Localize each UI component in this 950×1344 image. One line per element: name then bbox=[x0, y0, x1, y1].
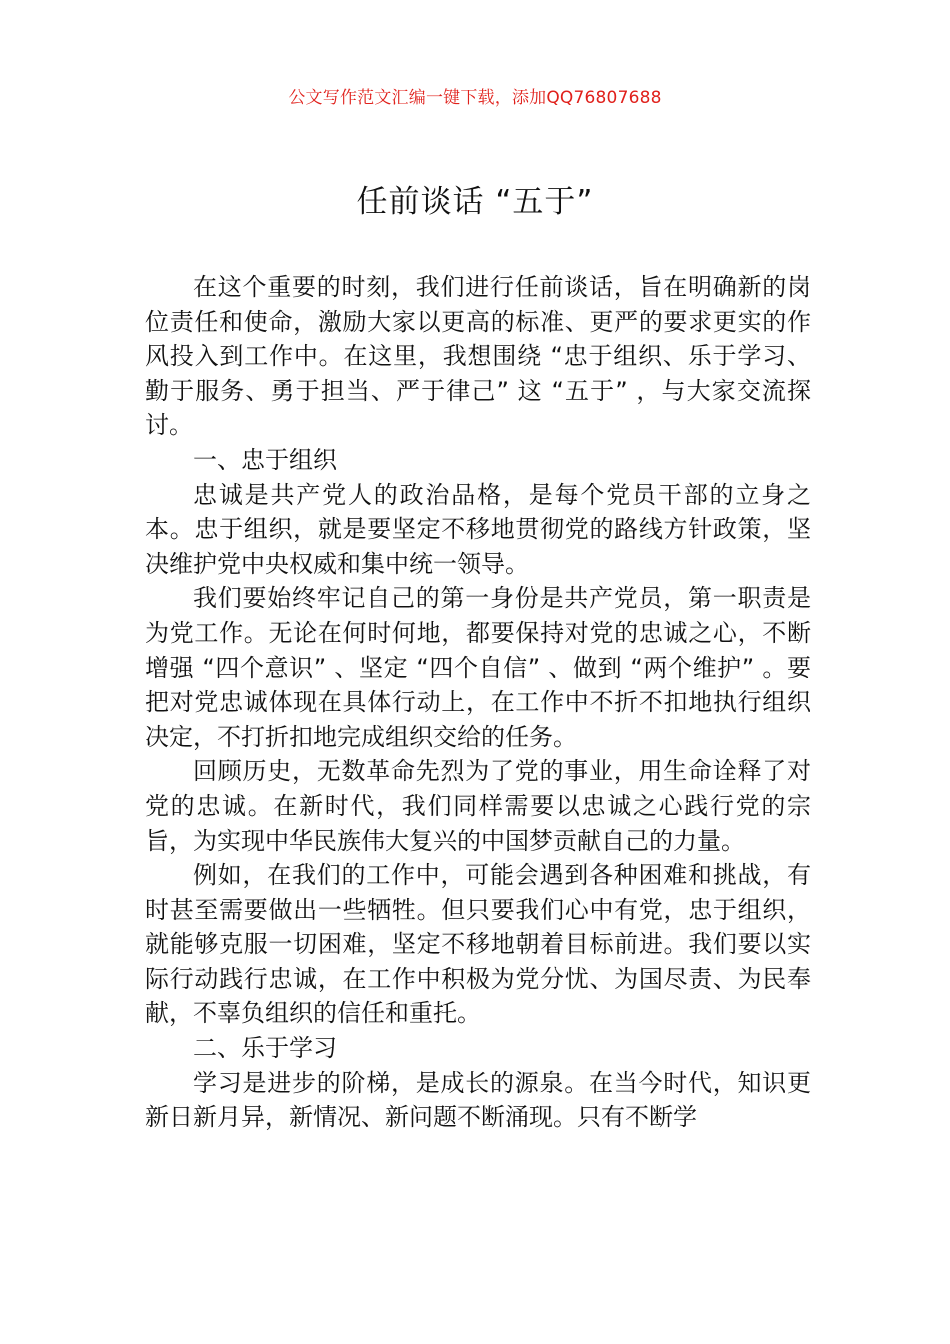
download-notice: 公文写作范文汇编一键下载，添加QQ76807688 bbox=[288, 88, 662, 108]
paragraph: 例如，在我们的工作中，可能会遇到各种困难和挑战，有时甚至需要做出一些牺牲。但只要我们心中有党，忠于组织，就能够克服一切困难，坚定不移地朝着目标前进。我们要以实际行动践行忠诚，在工作中积极为党分忧、为国尽责、为民奉献，不辜负组织的信任和重托。 bbox=[145, 861, 811, 1028]
paragraph: 回顾历史，无数革命先烈为了党的事业，用生命诠释了对党的忠诚。在新时代，我们同样需要以忠诚之心践行党的宗旨，为实现中华民族伟大复兴的中国梦贡献自己的力量。 bbox=[145, 757, 811, 855]
paragraph: 学习是进步的阶梯，是成长的源泉。在当今时代，知识更新日新月异，新情况、新问题不断涌现。只有不断学 bbox=[145, 1068, 811, 1132]
paragraph: 我们要始终牢记自己的第一身份是共产党员，第一职责是为党工作。无论在何时何地，都要保持对党的忠诚之心，不断增强 “四个意识” 、坚定 “四个自信” 、做到 “两个维护” 。要把对党忠诚体现在具体行动上，在工作中不折不扣地执行组织决定，不打折扣地完成组织交给的任务。 bbox=[145, 584, 811, 751]
paragraph: 忠诚是共产党人的政治品格，是每个党员干部的立身之本。忠于组织，就是要坚定不移地贯彻党的路线方针政策，坚决维护党中央权威和集中统一领导。 bbox=[145, 480, 811, 578]
paragraph-intro: 在这个重要的时刻，我们进行任前谈话，旨在明确新的岗位责任和使命，激励大家以更高的标准、更严的要求更实的作风投入到工作中。在这里，我想围绕 “忠于组织、乐于学习、勤于服务、勇于担当、严于律己” 这 “五于” ，与大家交流探讨。 bbox=[145, 273, 811, 440]
document-body bbox=[145, 270, 811, 1135]
section-heading-1: 一、忠于组织 bbox=[193, 445, 337, 474]
document-title: 任前谈话 “五于” bbox=[356, 184, 594, 220]
section-heading-2: 二、乐于学习 bbox=[193, 1034, 337, 1063]
